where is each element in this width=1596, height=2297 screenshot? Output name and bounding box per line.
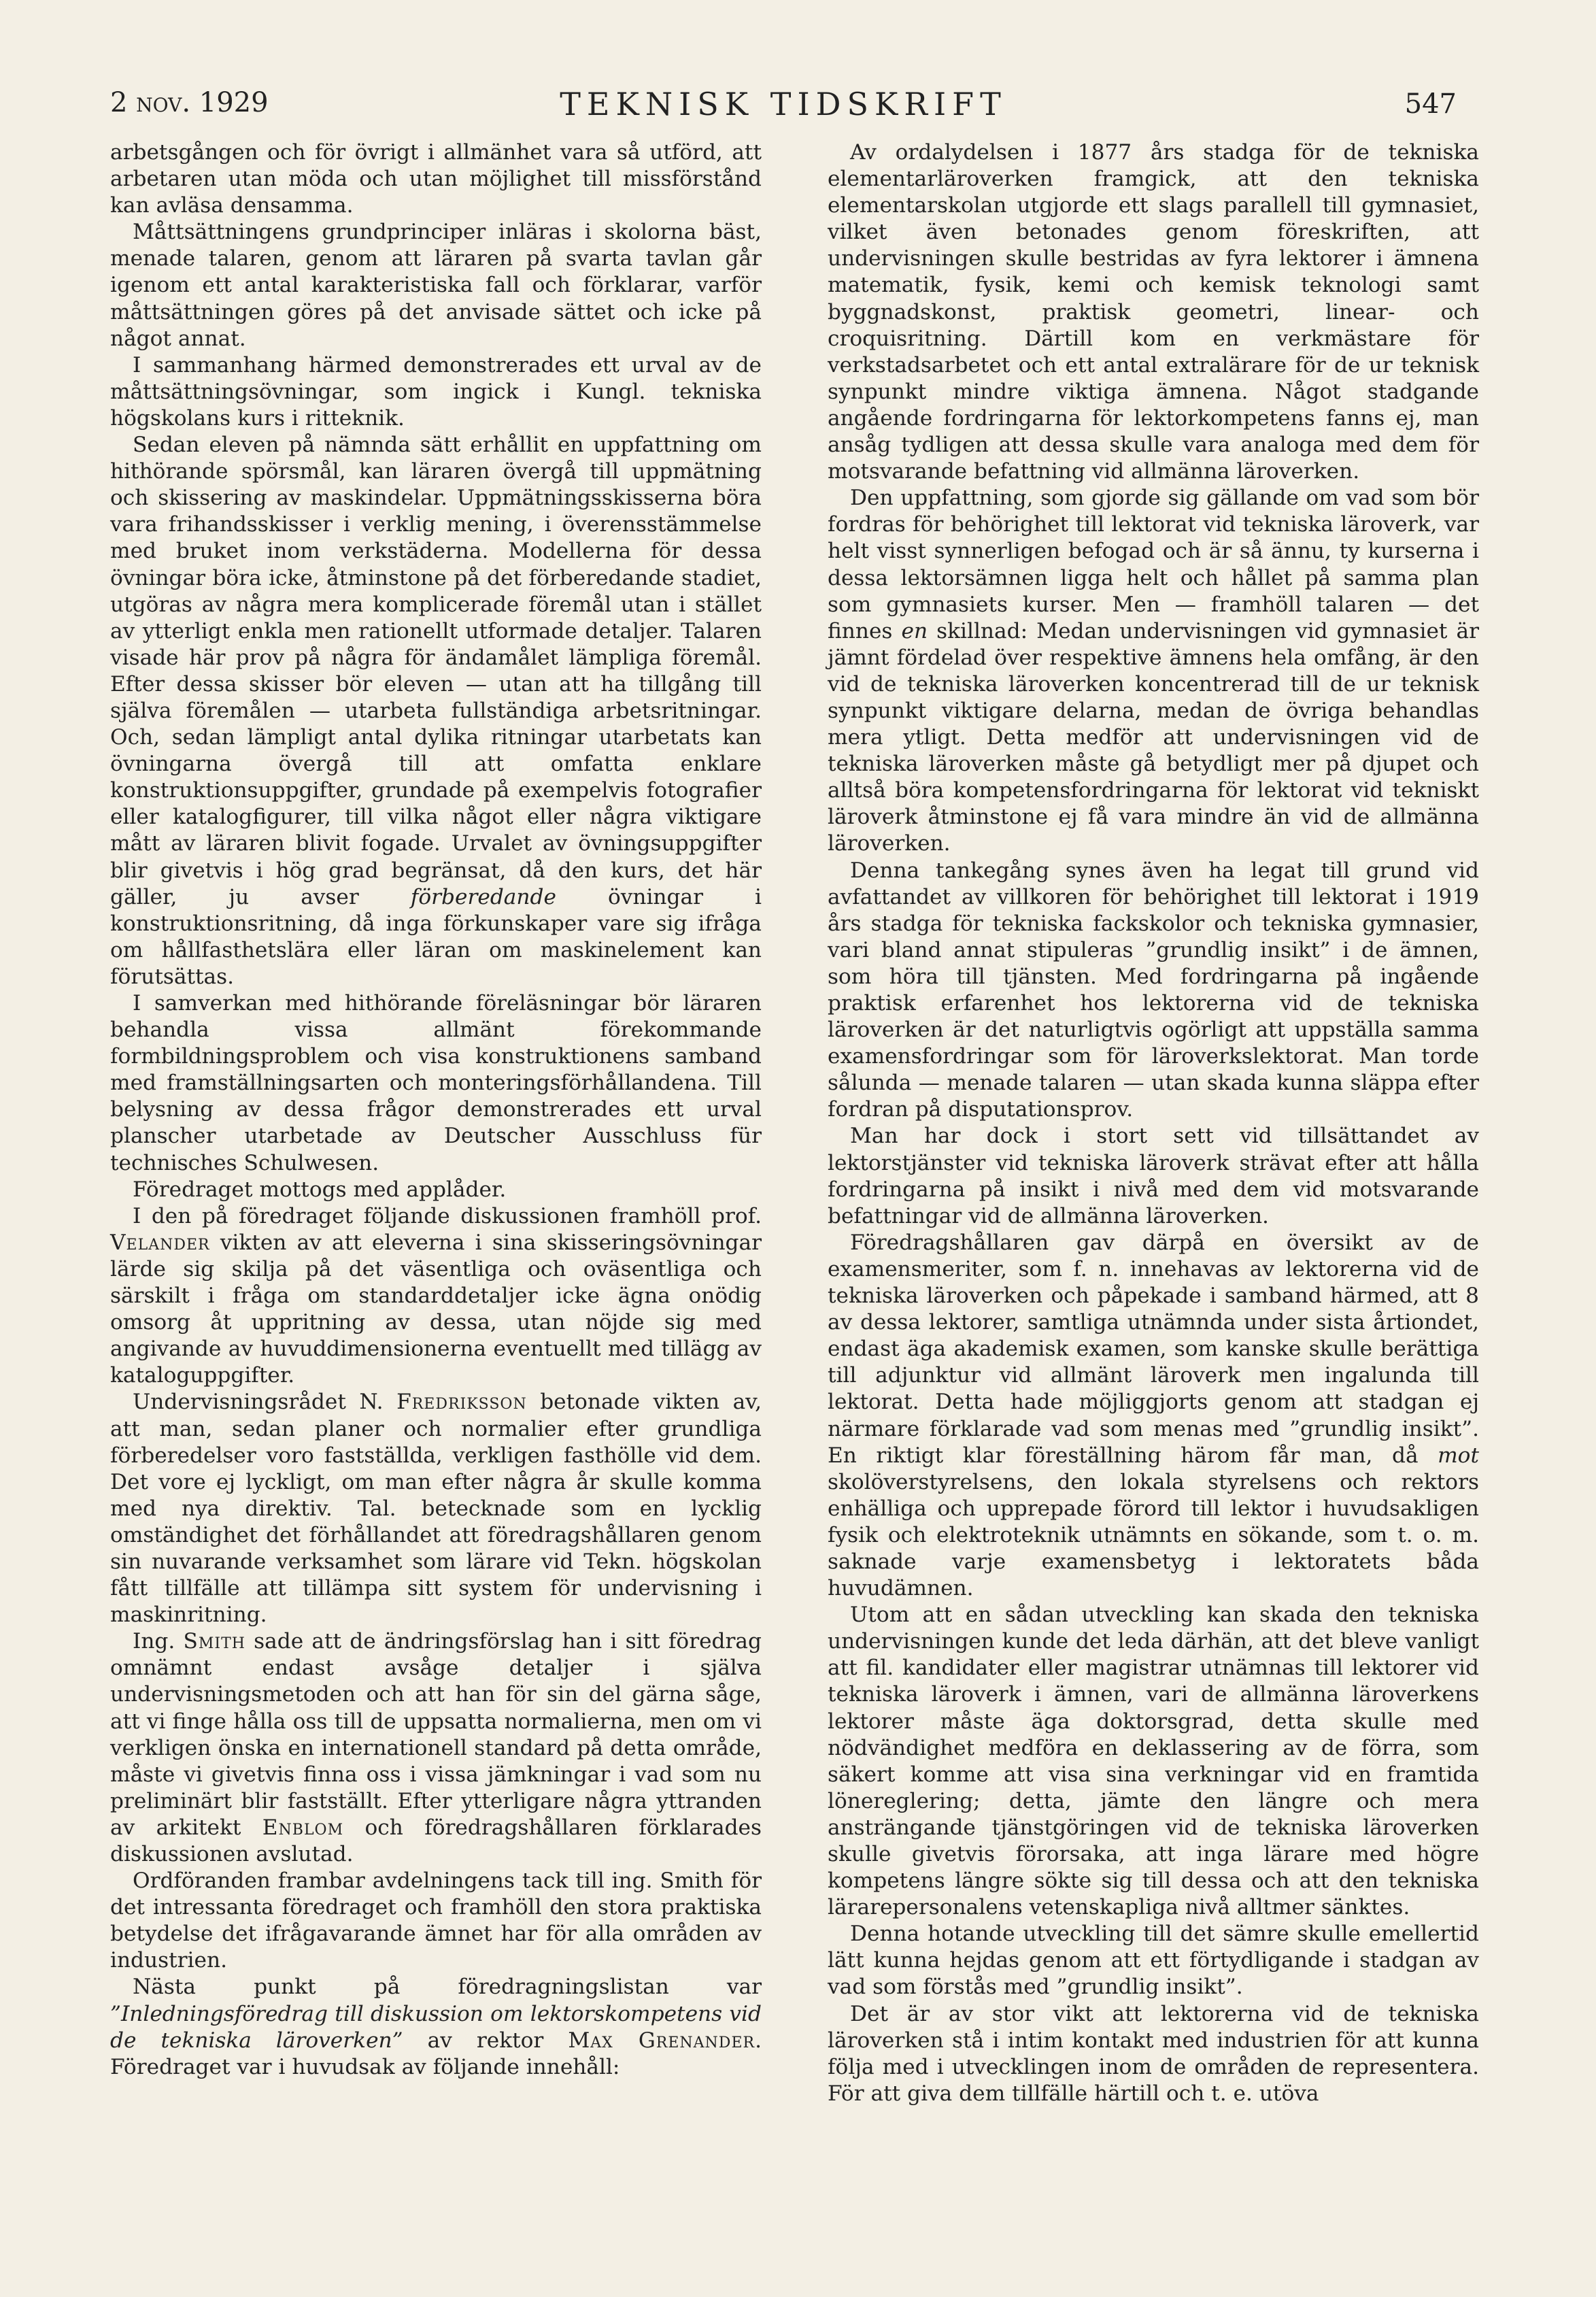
text-span: skillnad: Medan undervisningen vid gymnasiet är jämnt fördelad över respektive ämnens hela omfång, är den vid de tekniska läroverken koncentrerad till de ur teknisk synpunkt viktigare delarna, medan de övriga behandlas mera ytligt. Detta medför att undervisningen vid de tekniska läroverken måste gå betydligt mer på djupet och alltså böra kompetensfordringarna för lektorat vid tekniskt läroverk åtminstone ej få vara mindre än vid de allmänna läroverken. [828, 618, 1479, 856]
paragraph [828, 485, 1479, 857]
left-column [110, 139, 762, 2081]
text-span: Undervisningsrådet N. [133, 1390, 397, 1415]
journal-title: TEKNISK TIDSKRIFT [560, 86, 1007, 122]
emphasis-text: ”Inledningsföredrag till diskussion om lektorskompetens vid de tekniska läroverken” [110, 2001, 762, 2053]
paragraph: Det är av stor vikt att lektorerna vid de tekniska läroverken stå i intim kontakt med industrien för att kunna följa med i utvecklingen inom de områden de representera. För att giva dem tillfälle härtill och t. e. utöva [828, 2001, 1479, 2106]
paragraph: Man har dock i stort sett vid tillsättandet av lektorstjänster vid tekniska läroverk strävat efter att hålla fordringarna på insikt i nivå med dem vid motsvarande befattningar vid de allmänna läroverken. [828, 1124, 1479, 1228]
text-span: av rektor [403, 2028, 568, 2053]
text-span: betonade vikten av, att man, sedan planer och normalier efter grundliga förberedelser voro fastställda, verkligen fasthölle vid dem. Det vore ej lyckligt, om man efter några år skulle komma med nya direktiv. Tal. betecknade som en lycklig omständighet det förhållandet att föredragshållaren genom sin nuvarande verksamhet som lärare vid Tekn. högskolan fått tillfälle att tillämpa sitt system för undervisning i maskinritning. [110, 1390, 762, 1628]
page-number: 547 [1404, 88, 1457, 120]
person-name: Smith [183, 1629, 245, 1654]
paragraph: Måttsättningens grundprinciper inläras i skolorna bäst, menade talaren, genom att läraren på svarta tavlan går igenom ett antal karakteristiska fall och förklarar, varför måttsättningen göres på det anvisade sättet och icke på något annat. [110, 220, 762, 351]
text-span: Sedan eleven på nämnda sätt erhållit en uppfattning om hithörande spörsmål, kan läraren övergå till uppmätning och skissering av maskindelar. Uppmätningsskisserna böra vara frihandsskisser i verklig mening, i överensstämmelse med bruket inom verkstäderna. Modellerna för dessa övningar böra icke, åtminstone på det förberedande stadiet, utgöras av några mera komplicerade föremål utan i stället av ytterligt enkla men rationellt utformade detaljer. Talaren visade här prov på några för ändamålet lämpliga föremål. Efter dessa skisser bör eleven — utan att ha tillgång till själva föremålen — utarbeta fullständiga arbetsritningar. Och, sedan lämpligt antal dylika ritningar utarbetats kan övningarna övergå till att omfatta enklare konstruktionsuppgifter, grundade på exempelvis fotografier eller katalogfigurer, till vilka något eller några viktigare mått av läraren blivit fogade. Urvalet av övningsuppgifter blir givetvis i hög grad begränsat, då den kurs, det här gäller, ju avser [110, 433, 762, 909]
paragraph: I sammanhang härmed demonstrerades ett urval av de måttsättningsövningar, som ingick i Kungl. tekniska högskolans kurs i ritteknik. [110, 352, 762, 431]
text-span: Ing. [133, 1629, 184, 1654]
paragraph [110, 1628, 762, 1868]
emphasis-text: en [901, 618, 928, 643]
person-name: Velander [110, 1230, 210, 1255]
paragraph [110, 1974, 762, 2080]
paragraph: Ordföranden frambar avdelningens tack till ing. Smith för det intressanta föredraget och framhöll den stora praktiska betydelse det ifrågavarande ämnet har för alla områden av industrien. [110, 1868, 762, 1973]
page-header [110, 80, 1457, 121]
paragraph [110, 432, 762, 990]
paragraph: Denna tankegång synes även ha legat till grund vid avfattandet av villkoren för behörighet till lektorat i 1919 års stadga för tekniska fackskolor och tekniska gymnasier, vari bland annat stipuleras ”grundlig insikt” i de ämnen, som höra till tjänsten. Med fordringarna på ingående praktisk erfarenhet hos lektorerna vid de tekniska läroverken är det naturligtvis ogörligt att uppställa samma examensfordringar som för läroverkslektorat. Man torde sålunda — menade talaren — utan skada kunna släppa efter fordran på disputationsprov. [828, 858, 1479, 1122]
paragraph: Av ordalydelsen i 1877 års stadga för de tekniska elementarläroverken framgick, att den tekniska elementarskolan utgjorde ett slags parallell till gymnasiet, vilket även betonades genom föreskriften, att undervisningen skulle bestridas av fyra lektorer i ämnena matematik, fysik, kemi och kemisk teknologi samt byggnadskonst, praktisk geometri, linear- och croquisritning. Därtill kom en verkmästare för verkstadsarbetet och ett antal extralärare för de ur teknisk synpunkt mindre viktiga ämnena. Något stadgande angående fordringarna för lektorkompetens fanns ej, man ansåg tydligen att dessa skulle vara analoga med dem för motsvarande befattning vid allmänna läroverken. [828, 140, 1479, 484]
paragraph: Denna hotande utveckling till det sämre skulle emellertid lätt kunna hejdas genom att ett förtydligande i stadgan av vad som förstås med ”grundlig insikt”. [828, 1922, 1479, 2000]
right-column [828, 139, 1479, 2107]
text-span: och föredragshållaren förklarades diskussionen avslutad. [110, 1815, 762, 1866]
paragraph: Föredraget mottogs med applåder. [133, 1177, 507, 1202]
text-span: Nästa punkt på föredragningslistan var [133, 1975, 762, 2000]
emphasis-text: förberedande [410, 884, 556, 909]
paragraph: I samverkan med hithörande föreläsningar bör läraren behandla vissa allmänt förekommande formbildningsproblem och visa konstruktionens samband med framställningsarten och monteringsförhållandena. Till belysning av dessa frågor demonstrerades ett urval planscher utarbetade av Deutscher Ausschluss für technisches Schulwesen. [110, 991, 762, 1175]
paragraph: Utom att en sådan utveckling kan skada den tekniska undervisningen kunde det leda därhän, att det bleve vanligt att fil. kandidater eller magistrar utnämnas till lektorer vid tekniska läroverk i ämnen, vari de allmänna läroverkens lektorer måste äga doktorsgrad, detta skulle med nödvändighet medföra en deklassering av de förra, som säkert komme att visa sina verkningar vid en framtida lönereglering; detta, jämte den längre och mera ansträngande tjänstgöringen vid de tekniska läroverken skulle givetvis förorsaka, att inga lärare med högre kompetens längre sökte sig till dessa och att den tekniska lärarepersonalens vetenskapliga nivå alltmer sänktes. [828, 1603, 1479, 1920]
person-name: Fredriksson [396, 1390, 527, 1415]
text-span: övningar i konstruktionsritning, då inga förkunskaper vare sig ifråga om hållfasthetslära eller läran om maskinelement kan förutsättas. [110, 884, 762, 989]
text-span: sade att de ändringsförslag han i sitt föredrag omnämnt endast avsåge detaljer i själva undervisningsmetoden och att han för sin del gärna såge, att vi finge hålla oss till de uppsatta normalierna, men om vi verkligen önska en internationell standard på detta område, måste vi givetvis finna oss i vissa jämkningar i vad som nu preliminärt blir fastställt. Efter ytterligare några yttranden av arkitekt [110, 1629, 762, 1840]
paragraph: arbetsgången och för övrigt i allmänhet vara så utförd, att arbetaren utan möda och utan möjlighet till missförstånd kan avläsa densamma. [110, 140, 762, 218]
text-span: vikten av att eleverna i sina skisseringsövningar lärde sig skilja på det väsentliga och oväsentliga och särskilt i fråga om standarddetaljer icke ägna onödig omsorg åt uppritning av dessa, utan nöjde sig med angivande av huvuddimensionerna eventuellt med tillägg av kataloguppgifter. [110, 1230, 762, 1388]
person-name: Enblom [262, 1815, 344, 1840]
paragraph [110, 1203, 762, 1390]
paragraph [110, 1389, 762, 1628]
emphasis-text: mot [1438, 1443, 1479, 1468]
text-span: Föredragshållaren gav därpå en översikt av de examensmeriter, som f. n. innehavas av lektorerna vid de tekniska läroverken och påpekade i samband härmed, att 8 av dessa lektorer, samtliga utnämnda under sista årtiondet, endast äga akademisk examen, som kanske skulle berättiga till adjunktur vid allmänt läroverk men ingalunda till lektorat. Detta hade möjliggjorts genom att stadgan ej närmare förklarade vad som menas med ”grundlig insikt”. En riktigt klar föreställning härom får man, då [828, 1230, 1479, 1468]
text-span: I den på föredraget följande diskussionen framhöll prof. [133, 1203, 762, 1228]
issue-date: 2 nov. 1929 [110, 87, 269, 118]
paragraph [828, 1230, 1479, 1602]
person-name: Max Grenander [568, 2028, 755, 2053]
text-span: skolöverstyrelsens, den lokala styrelsens och rektors enhälliga och upprepade förord till lektor i huvudsakligen fysik och elektroteknik utnämnts en sökande, som t. o. m. saknade varje examensbetyg i lektoratets båda huvudämnen. [828, 1469, 1479, 1601]
text-span: Den uppfattning, som gjorde sig gällande om vad som bör fordras för behörighet till lektorat vid tekniska läroverk, var helt visst synnerligen befogad och är så ännu, ty kurserna i dessa lektorsämnen ligga helt och hållet på samma plan som gymnasiets kurser. Men — framhöll talaren — det finnes [828, 486, 1479, 643]
text-span: . Föredraget var i huvudsak av följande innehåll: [110, 2028, 762, 2079]
